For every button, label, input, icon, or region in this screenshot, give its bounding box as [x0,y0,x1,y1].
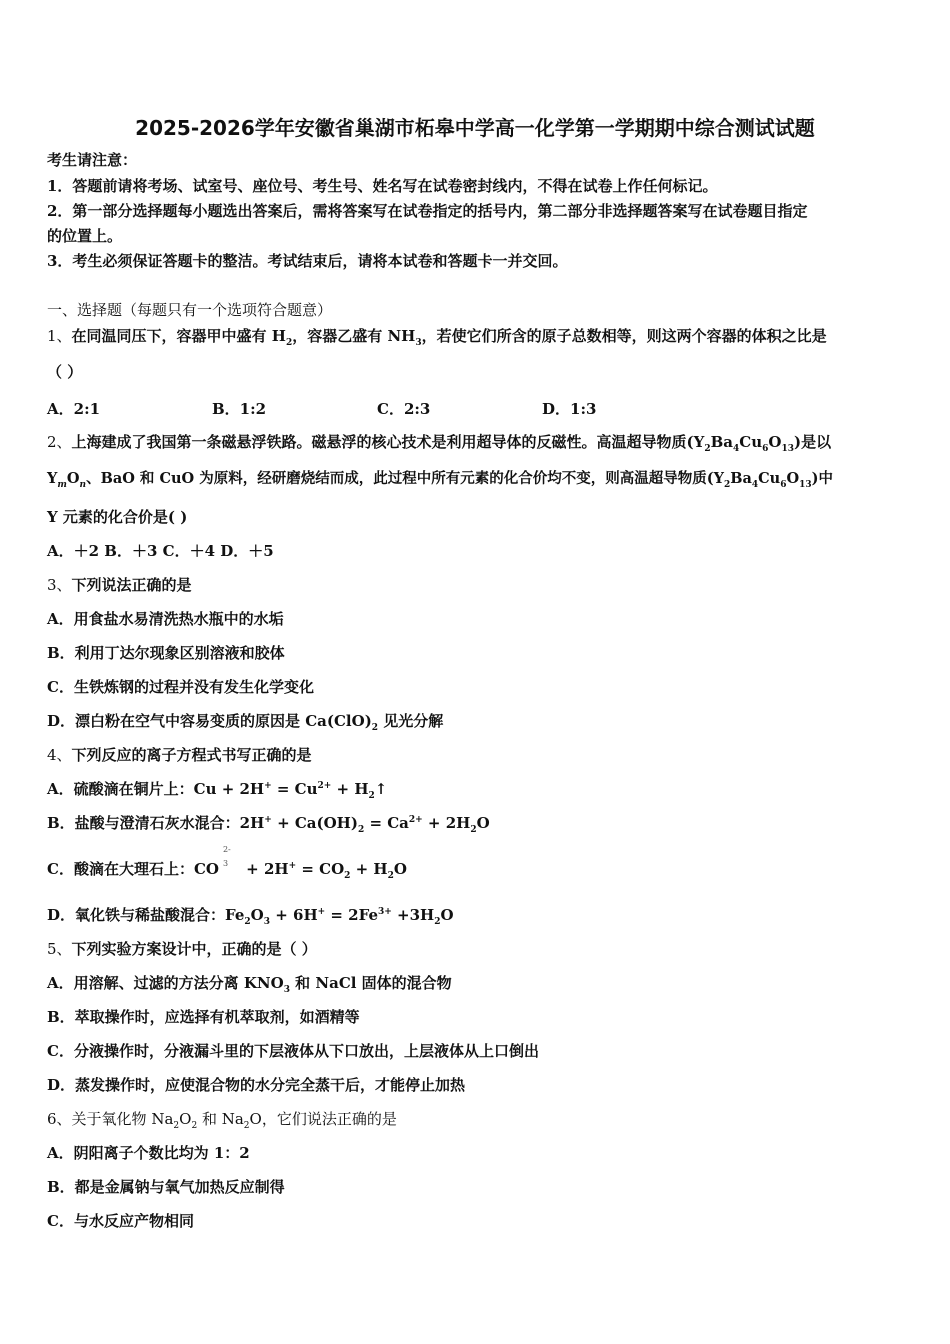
question-1 [47,326,827,346]
question-text: 、BaO 和 CuO 为原料，经研磨烧结而成，此过程中所有元素的化合价均不变，则高温超导物质(Y [86,470,724,487]
subscript: 3 [415,338,422,348]
option-text: D．漂白粉在空气中容易变质的原因是 Ca(ClO) [47,712,372,730]
question-text: 关于氧化物 Na [71,1110,174,1128]
q2-options: A．＋2 B．＋3 C．＋4 D．＋5 [47,542,274,560]
subscript: 2 [470,825,477,835]
option-text: O [440,906,454,924]
notice-item-3: 3．考生必须保证答题卡的整洁。考试结束后，请将本试卷和答题卡一并交回。 [47,252,568,270]
question-text: O [179,1110,192,1128]
question-text: O，它们说法正确的是 [249,1110,397,1128]
subscript: m [57,479,67,490]
superscript: + [264,815,272,825]
question-text: Ba [710,433,734,451]
option-text: A．硫酸滴在铜片上：Cu + 2H [47,780,265,798]
question-number: 5、 [47,940,72,958]
subscript: 2 [357,825,365,835]
question-number: 3、 [47,576,72,594]
question-4 [47,745,312,765]
question-number: 6、 [47,1110,72,1128]
option-text: + Ca(OH) [271,814,358,832]
option-text: + H [350,860,388,878]
option-text: C．酸滴在大理石上：CO [47,860,219,878]
subscript: n [79,479,87,490]
q4-option-a [47,779,387,799]
q4-option-d [47,905,454,925]
notice-item-2-cont: 的位置上。 [47,227,123,245]
subscript: 4 [733,444,740,454]
option-text: O [476,814,490,832]
subscript: 2 [723,479,731,490]
question-text: 下列说法正确的是 [71,576,192,594]
question-text: Ba [730,470,752,487]
notice-heading: 考生请注意： [47,151,138,169]
option-text: = Cu [271,780,318,798]
q4-option-c [47,845,407,881]
question-text: Cu [758,470,781,487]
option-text: ↑ [374,780,388,798]
option-text: = Ca [364,814,409,832]
option-text: = CO [296,860,345,878]
subscript: 2 [173,1121,180,1131]
subscript: 13 [799,479,812,490]
q6-option-a: A．阴阳离子个数比均为 1：2 [47,1144,250,1162]
subscript: 2 [243,1121,250,1131]
question-text: Y [47,470,58,487]
question-3 [47,575,192,595]
superscript: + [264,781,272,791]
subscript: 2 [285,338,293,348]
option-text: A．用溶解、过滤的方法分离 KNO [47,974,284,992]
option-text: = 2Fe [325,906,378,924]
question-text: 上海建成了我国第一条磁悬浮铁路。磁悬浮的核心技术是利用超导体的反磁性。高温超导物质(Y [71,433,705,451]
exam-title: 2025-2026学年安徽省巢湖市柘皋中学高一化学第一学期期中综合测试试题 [135,116,815,140]
subscript: 3 [222,859,229,868]
superscript: 3+ [378,907,392,917]
question-text: ，若使它们所含的原子总数相等，则这两个容器的体积之比是 [421,327,827,345]
subscript: 2 [191,1121,198,1131]
q3-option-d [47,711,443,731]
q6-option-b: B．都是金属钠与氧气加热反应制得 [47,1178,285,1196]
q4-option-b [47,813,490,833]
q6-option-c: C．与水反应产物相同 [47,1212,194,1230]
notice-item-1: 1．答题前请将考场、试室号、座位号、考生号、姓名写在试卷密封线内，不得在试卷上作任何标记。 [47,177,718,195]
question-2-line-3: Y 元素的化合价是( ) [47,508,188,526]
q5-option-a [47,973,452,993]
question-6 [47,1109,397,1129]
question-2 [47,432,831,452]
question-text: O [66,470,80,487]
option-text: 和 NaCl 固体的混合物 [289,974,452,992]
subscript: 2 [344,871,351,881]
option-text: + 2H [240,860,289,878]
superscript: 2+ [317,781,332,791]
q1-option-a: A．2:1 [47,400,101,418]
subscript: 2 [371,723,379,733]
subscript: 2 [244,917,251,927]
question-2-line-2 [47,469,833,489]
q1-option-d: D．1:3 [542,400,597,418]
superscript: 2+ [408,815,423,825]
q1-option-b: B．1:2 [212,400,267,418]
question-1-paren: （ ） [47,363,83,381]
q5-option-b: B．萃取操作时，应选择有机萃取剂，如酒精等 [47,1008,360,1026]
subscript: 6 [762,444,769,454]
subscript: 4 [751,479,759,490]
q3-option-a: A．用食盐水易清洗热水瓶中的水垢 [47,610,284,628]
question-text: O [786,470,800,487]
superscript: 2- [222,845,231,854]
option-text: D．氧化铁与稀盐酸混合：Fe [47,906,245,924]
option-text: O [393,860,407,878]
option-text: 见光分解 [378,712,444,730]
question-text: Cu [739,433,763,451]
question-number: 1、 [47,327,72,345]
question-number: 2、 [47,433,72,451]
q3-option-c: C．生铁炼钢的过程并没有发生化学变化 [47,678,314,696]
option-text: + 2H [422,814,471,832]
question-text: ，容器乙盛有 NH [292,327,416,345]
subscript: 2 [434,917,441,927]
option-text: + H [331,780,369,798]
question-number: 4、 [47,746,72,764]
option-text: +3H [391,906,435,924]
notice-item-2: 2．第一部分选择题每小题选出答案后，需将答案写在试卷指定的括号内，第二部分非选择题答案写在试卷题目指定 [47,202,808,220]
q1-option-c: C．2:3 [377,400,431,418]
option-text: O [250,906,264,924]
subscript: 13 [781,444,795,454]
question-text: 在同温同压下，容器甲中盛有 H [71,327,286,345]
option-text: + 6H [270,906,318,924]
question-text: 下列实验方案设计中，正确的是（ ） [71,940,317,958]
subscript: 3 [263,917,270,927]
question-text: 和 Na [197,1110,244,1128]
q5-option-d: D．蒸发操作时，应使混合物的水分完全蒸干后，才能停止加热 [47,1076,466,1094]
q5-option-c: C．分液操作时，分液漏斗里的下层液体从下口放出，上层液体从上口倒出 [47,1042,539,1060]
subscript: 6 [780,479,787,490]
subscript: 2 [368,791,375,801]
subscript: 2 [704,444,711,454]
question-text: O [768,433,782,451]
carbonate-charge-stack [219,845,241,879]
subscript: 2 [387,871,394,881]
question-text: )中 [811,470,834,487]
section-heading: 一、选择题（每题只有一个选项符合题意） [47,301,333,319]
superscript: + [317,907,326,917]
question-text: 下列反应的离子方程式书写正确的是 [71,746,312,764]
option-text: B．盐酸与澄清石灰水混合：2H [47,814,265,832]
question-text: )是以 [794,433,832,451]
question-5 [47,939,317,959]
superscript: + [288,861,297,871]
subscript: 3 [283,985,290,995]
q3-option-b: B．利用丁达尔现象区别溶液和胶体 [47,644,285,662]
